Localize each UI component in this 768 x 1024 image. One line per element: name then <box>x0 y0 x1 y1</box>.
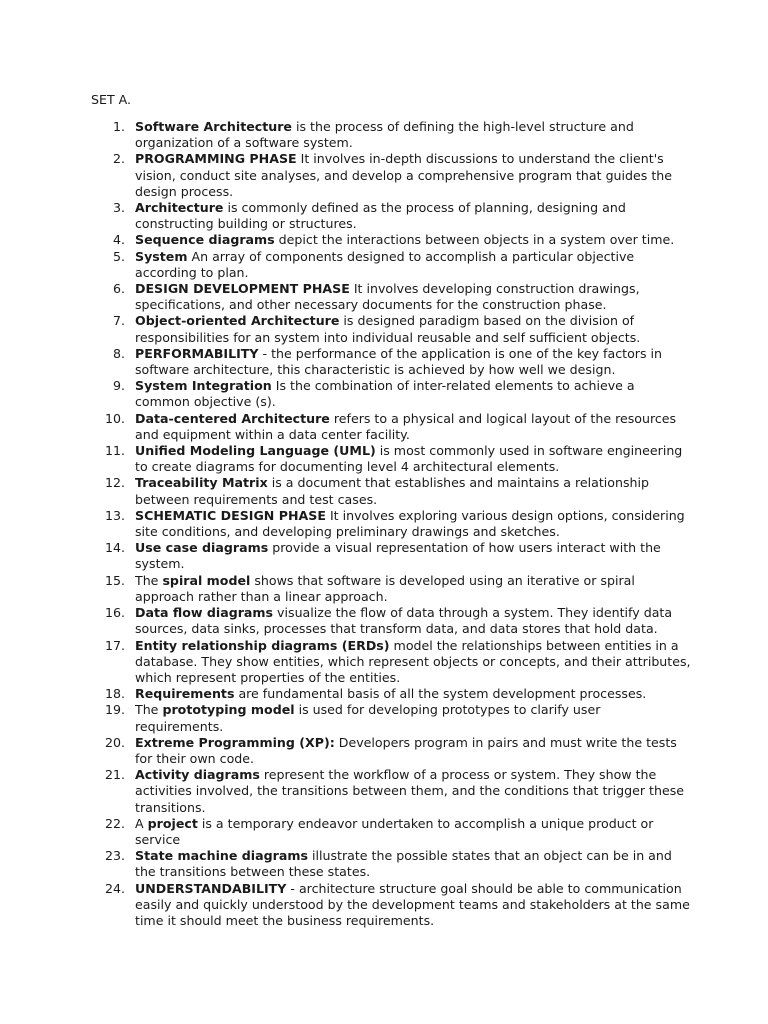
item-term: Entity relationship diagrams (ERDs) <box>135 637 390 653</box>
list-item <box>91 200 691 232</box>
item-number: 11. <box>104 443 125 459</box>
item-number: 14. <box>104 540 125 556</box>
item-term: Requirements <box>135 686 235 702</box>
item-prefix: The <box>135 702 163 718</box>
list-item <box>91 702 691 734</box>
item-text <box>135 443 682 474</box>
item-definition: visualize the flow of data through a system. They identify data sources, data sinks, processes that transform data, and data stores that hold data. <box>135 605 673 637</box>
item-definition: model the relationships between entities in a database. They show entities, which represent objects or concepts, and their attributes, which represent properties of the entities. <box>135 637 691 685</box>
item-term: PROGRAMMING PHASE <box>135 151 297 167</box>
list-item <box>91 443 691 475</box>
item-text <box>135 281 640 312</box>
item-definition: illustrate the possible states that an object can be in and the transitions between these states. <box>135 848 672 880</box>
item-number: 12. <box>104 475 125 491</box>
item-number: 18. <box>104 686 125 702</box>
item-text <box>135 848 672 879</box>
item-definition: An array of components designed to accomplish a particular objective according to plan. <box>135 248 635 280</box>
item-prefix: The <box>135 572 163 588</box>
item-text <box>135 540 661 571</box>
list-item <box>91 735 691 767</box>
item-term: State machine diagrams <box>135 848 308 864</box>
item-definition: is designed paradigm based on the division of responsibilities for an system into individual reusable and self sufficient objects. <box>135 313 641 345</box>
set-title: SET A. <box>91 92 132 107</box>
item-number: 21. <box>104 767 125 783</box>
item-text <box>135 411 676 442</box>
list-item <box>91 249 691 281</box>
item-definition: represent the workflow of a process or system. They show the activities involved, the transitions between them, and the conditions that trigger these transitions. <box>135 767 685 815</box>
item-number: 15. <box>104 572 125 588</box>
item-number: 24. <box>104 880 125 896</box>
item-term: Sequence diagrams <box>135 232 275 248</box>
item-term: System <box>135 248 188 264</box>
item-term: Traceability Matrix <box>135 475 268 491</box>
list-item <box>91 151 691 200</box>
item-term: DESIGN DEVELOPMENT PHASE <box>135 281 350 297</box>
list-item <box>91 540 691 572</box>
item-term: PERFORMABILITY <box>135 345 259 361</box>
item-text <box>135 881 690 928</box>
item-definition: is a temporary endeavor undertaken to accomplish a unique product or service <box>135 815 654 847</box>
item-definition: provide a visual representation of how users interact with the system. <box>135 540 661 572</box>
item-number: 9. <box>112 378 125 394</box>
item-definition: - the performance of the application is one of the key factors in software architecture, this characteristic is achieved by how well we design. <box>135 345 662 378</box>
item-term: Activity diagrams <box>135 767 260 783</box>
item-definition: is most commonly used in software engineering to create diagrams for documenting level 4 architectural elements. <box>135 443 683 475</box>
item-definition: is commonly defined as the process of planning, designing and constructing building or structures. <box>135 200 626 232</box>
item-term: Data flow diagrams <box>135 605 274 621</box>
list-item <box>91 881 691 930</box>
item-definition: It involves developing construction drawings, specifications, and other necessary documents for the construction phase. <box>135 281 640 313</box>
item-number: 4. <box>112 232 125 248</box>
list-item <box>91 605 691 637</box>
item-number: 13. <box>104 507 125 523</box>
item-number: 19. <box>104 702 125 718</box>
item-term: Use case diagrams <box>135 540 269 556</box>
list-item <box>91 816 691 848</box>
list-item <box>91 346 691 378</box>
list-item <box>91 508 691 540</box>
item-number: 5. <box>112 248 125 264</box>
list-item <box>91 475 691 507</box>
item-definition: refers to a physical and logical layout of the resources and equipment within a data center facility. <box>135 410 677 442</box>
item-number: 22. <box>104 815 125 831</box>
list-item <box>91 848 691 880</box>
item-definition: It involves in-depth discussions to understand the client's vision, conduct site analyses, and develop a comprehensive program that guides the design process. <box>135 151 673 199</box>
item-number: 17. <box>104 637 125 653</box>
item-prefix: A <box>135 815 148 831</box>
item-definition: It involves exploring various design options, considering site conditions, and developing preliminary drawings and sketches. <box>135 507 685 540</box>
list-item <box>91 411 691 443</box>
item-number: 16. <box>104 605 125 621</box>
item-text <box>135 378 635 409</box>
item-number: 7. <box>112 313 125 329</box>
item-definition: is a document that establishes and maintains a relationship between requirements and test cases. <box>135 475 650 507</box>
item-definition: depict the interactions between objects in a system over time. <box>274 232 675 248</box>
item-text <box>135 767 684 814</box>
item-number: 20. <box>104 734 125 750</box>
item-term: SCHEMATIC DESIGN PHASE <box>135 507 326 523</box>
item-definition: is used for developing prototypes to clarify user requirements. <box>135 702 601 734</box>
list-item <box>91 232 691 248</box>
item-term: spiral model <box>162 572 251 588</box>
item-term: UNDERSTANDABILITY <box>135 880 287 896</box>
item-definition: Is the combination of inter-related elements to achieve a common objective (s). <box>135 378 635 410</box>
item-definition: is the process of defining the high-level structure and organization of a software system. <box>135 119 634 151</box>
item-text <box>135 816 653 847</box>
definitions-list <box>91 119 691 929</box>
list-item <box>91 686 691 702</box>
list-item <box>91 313 691 345</box>
item-definition: Developers program in pairs and must write the tests for their own code. <box>135 734 677 766</box>
list-item <box>91 767 691 816</box>
item-text <box>135 475 649 506</box>
item-definition: - architecture structure goal should be able to communication easily and quickly understood by the development teams and stakeholders at the same time it should meet the business requirements. <box>135 880 690 928</box>
item-text <box>135 735 677 766</box>
item-text <box>135 702 600 733</box>
list-item <box>91 573 691 605</box>
list-item <box>91 119 691 151</box>
item-term: Object-oriented Architecture <box>135 313 340 329</box>
list-item <box>91 638 691 687</box>
item-text <box>135 313 640 344</box>
item-number: 6. <box>112 281 125 297</box>
item-term: Unified Modeling Language (UML) <box>135 443 376 459</box>
item-number: 8. <box>112 345 125 361</box>
item-term: prototyping model <box>162 702 295 718</box>
item-text <box>135 508 685 539</box>
item-term: project <box>147 815 198 831</box>
item-text <box>135 605 672 636</box>
list-item <box>91 378 691 410</box>
item-text <box>135 686 646 701</box>
item-text <box>135 638 691 685</box>
item-definition: are fundamental basis of all the system development processes. <box>234 686 647 702</box>
item-text <box>135 119 634 150</box>
item-number: 3. <box>112 200 125 216</box>
item-number: 1. <box>112 119 125 134</box>
item-term: Architecture <box>135 200 224 216</box>
item-definition: shows that software is developed using an iterative or spiral approach rather than a linear approach. <box>135 572 635 604</box>
item-text <box>135 573 635 604</box>
item-term: Software Architecture <box>135 119 292 134</box>
item-term: System Integration <box>135 378 272 394</box>
item-number: 2. <box>112 151 125 167</box>
item-number: 10. <box>104 410 125 426</box>
item-term: Extreme Programming (XP): <box>135 734 335 750</box>
item-text <box>135 151 672 198</box>
item-text <box>135 346 662 377</box>
item-text <box>135 200 626 231</box>
list-item <box>91 281 691 313</box>
item-number: 23. <box>104 848 125 864</box>
item-term: Data-centered Architecture <box>135 410 330 426</box>
item-text <box>135 249 634 280</box>
item-text <box>135 232 674 247</box>
